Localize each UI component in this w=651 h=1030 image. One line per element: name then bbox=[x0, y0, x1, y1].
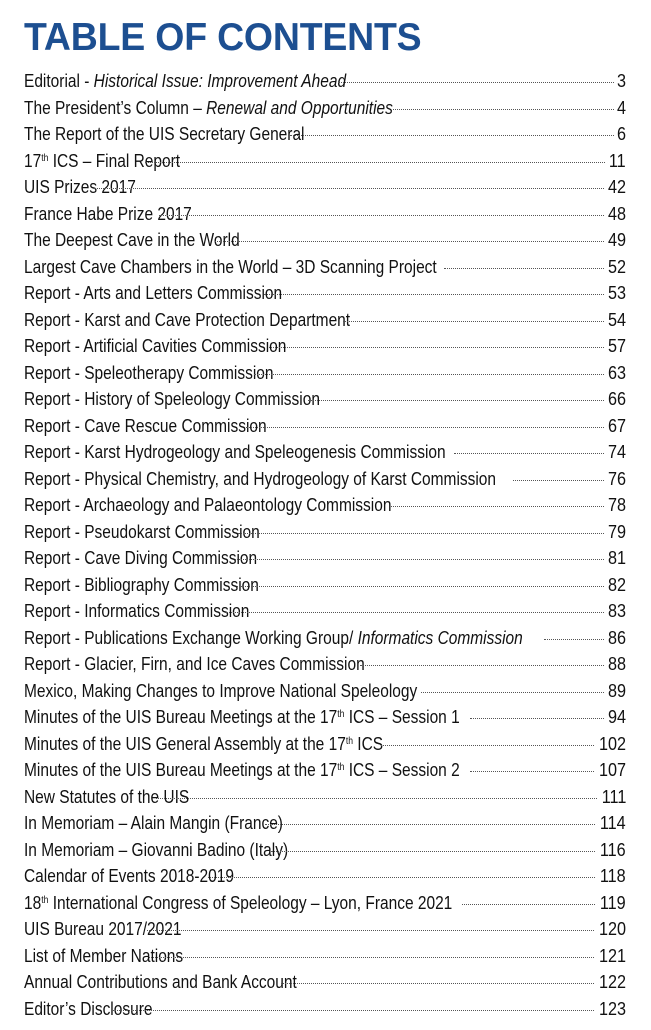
toc-entry-title-continued: International Congress of Speleology – Lyon, France 2021 bbox=[48, 892, 453, 913]
toc-entry[interactable] bbox=[24, 254, 626, 281]
toc-entry[interactable] bbox=[24, 439, 626, 466]
toc-entry-title-text: Largest Cave Chambers in the World – 3D Scanning Project bbox=[24, 256, 437, 277]
toc-entry-title-continued: ICS – Final Report bbox=[48, 150, 181, 171]
toc-entry[interactable] bbox=[24, 863, 626, 890]
toc-page-number: 114 bbox=[600, 813, 626, 833]
toc-entry-subtitle: Historical Issue: Improvement Ahead bbox=[93, 71, 347, 91]
toc-entry-title bbox=[24, 969, 297, 996]
toc-entry-title-continued: ICS – Session 2 bbox=[344, 760, 460, 780]
toc-entry[interactable] bbox=[24, 784, 626, 811]
toc-entry-title bbox=[24, 413, 267, 440]
toc-entry-title bbox=[24, 731, 383, 758]
toc-page-number: 120 bbox=[598, 919, 626, 939]
toc-entry-title bbox=[24, 704, 460, 731]
toc-entry-title-continued: ICS bbox=[352, 733, 384, 754]
dot-leader bbox=[308, 400, 604, 401]
toc-entry-title-text: Calendar of Events 2018-2019 bbox=[24, 866, 234, 886]
toc-entry-title bbox=[24, 519, 260, 546]
toc-entry-title-text: Report - Informatics Commission bbox=[24, 601, 250, 621]
toc-page-number: 121 bbox=[598, 945, 626, 966]
toc-entry-subtitle: Informatics Commission bbox=[357, 627, 523, 648]
dot-leader bbox=[254, 374, 604, 375]
toc-entry-title bbox=[24, 545, 257, 572]
toc-entry[interactable] bbox=[24, 121, 626, 148]
toc-entry-title-text: France Habe Prize 2017 bbox=[24, 203, 192, 224]
toc-entry-ordinal-suffix: th bbox=[41, 894, 49, 906]
toc-page-number: 6 bbox=[616, 124, 626, 144]
dot-leader bbox=[462, 904, 596, 905]
toc-page bbox=[24, 16, 626, 1019]
toc-entry[interactable] bbox=[24, 95, 626, 122]
toc-entry-title-text: Report - Cave Diving Commission bbox=[24, 548, 258, 568]
toc-page-number: 76 bbox=[607, 468, 626, 489]
toc-page-number: 81 bbox=[607, 548, 626, 568]
dot-leader bbox=[246, 427, 604, 428]
toc-page-number: 57 bbox=[607, 336, 626, 356]
toc-entry-title bbox=[24, 625, 523, 652]
toc-entry[interactable] bbox=[24, 492, 626, 519]
toc-entry-title-text: The Deepest Cave in the World bbox=[24, 230, 240, 250]
dot-leader bbox=[444, 268, 604, 269]
dot-leader bbox=[281, 983, 594, 984]
toc-page-number: 82 bbox=[607, 574, 626, 595]
dot-leader bbox=[290, 135, 614, 136]
toc-page-number: 94 bbox=[607, 707, 626, 727]
dot-leader bbox=[237, 586, 604, 587]
toc-entry[interactable] bbox=[24, 360, 626, 387]
dot-leader bbox=[235, 559, 604, 560]
toc-entry[interactable] bbox=[24, 625, 626, 652]
toc-entry-title-text: Editor’s Disclosure bbox=[24, 998, 153, 1019]
toc-entry-title bbox=[24, 598, 249, 625]
dot-leader bbox=[159, 215, 604, 216]
toc-entry-title-text: Report - Karst Hydrogeology and Speleogenesis Commission bbox=[24, 442, 446, 462]
toc-page-number: 119 bbox=[600, 892, 626, 913]
toc-entry-title-text: 18 bbox=[24, 892, 42, 913]
toc-entry-title-text: New Statutes of the UIS bbox=[24, 786, 190, 807]
toc-entry-title-text: Minutes of the UIS General Assembly at the 17 bbox=[24, 733, 346, 754]
dot-leader bbox=[391, 506, 604, 507]
dot-leader bbox=[470, 718, 604, 719]
toc-entry-title bbox=[24, 678, 417, 705]
toc-entry-title-text: Report - Speleotherapy Commission bbox=[24, 362, 274, 383]
toc-entry-subtitle: Renewal and Opportunities bbox=[206, 97, 393, 118]
toc-entry[interactable] bbox=[24, 598, 626, 625]
dot-leader bbox=[264, 294, 604, 295]
toc-entry-title bbox=[24, 757, 460, 784]
dot-leader bbox=[238, 533, 604, 534]
dot-leader bbox=[470, 771, 594, 772]
toc-entry-title-text: Report - Archaeology and Palaeontology Commission bbox=[24, 495, 392, 515]
toc-page-number: 49 bbox=[607, 230, 626, 250]
toc-entry-title bbox=[24, 810, 283, 837]
toc-entry-title bbox=[24, 227, 240, 254]
toc-entry-title-text: Mexico, Making Changes to Improve National Speleology bbox=[24, 680, 418, 701]
toc-entry-title-text: Report - Publications Exchange Working Group/ bbox=[24, 627, 358, 648]
toc-page-number: 66 bbox=[607, 389, 626, 409]
toc-page-number: 79 bbox=[607, 521, 626, 542]
dot-leader bbox=[149, 957, 594, 958]
toc-entry-title bbox=[24, 121, 304, 148]
toc-entry-title bbox=[24, 360, 274, 387]
toc-page-number: 4 bbox=[616, 97, 626, 118]
toc-entry-title bbox=[24, 68, 346, 95]
toc-page-number: 102 bbox=[598, 733, 626, 754]
toc-entry[interactable] bbox=[24, 704, 626, 731]
toc-page-number: 42 bbox=[607, 177, 626, 197]
dot-leader bbox=[343, 321, 604, 322]
toc-entry-title-text: 17 bbox=[24, 150, 42, 171]
toc-page-number: 118 bbox=[600, 866, 626, 886]
page-title: TABLE OF CONTENTS bbox=[24, 16, 422, 59]
toc-entry[interactable] bbox=[24, 227, 626, 254]
toc-entry-title-text: Report - History of Speleology Commission bbox=[24, 389, 320, 409]
dot-leader bbox=[215, 241, 604, 242]
toc-page-number: 122 bbox=[598, 972, 626, 992]
toc-page-number: 78 bbox=[607, 495, 626, 515]
toc-entry[interactable] bbox=[24, 731, 626, 758]
dot-leader bbox=[454, 453, 604, 454]
toc-entry-title bbox=[24, 492, 391, 519]
dot-leader bbox=[393, 109, 614, 110]
toc-entry-title-text: UIS Prizes 2017 bbox=[24, 177, 136, 197]
toc-entry-title-text: Report - Karst and Cave Protection Department bbox=[24, 309, 351, 330]
dot-leader bbox=[269, 347, 604, 348]
dot-leader bbox=[265, 824, 595, 825]
toc-entry-ordinal-suffix: th bbox=[41, 152, 49, 164]
toc-entry[interactable] bbox=[24, 943, 626, 970]
toc-entry-title bbox=[24, 439, 446, 466]
toc-entry-title bbox=[24, 254, 437, 281]
toc-entry[interactable] bbox=[24, 280, 626, 307]
toc-entry-title-text: In Memoriam – Giovanni Badino (Italy) bbox=[24, 839, 289, 860]
toc-entry[interactable] bbox=[24, 651, 626, 678]
toc-page-number: 11 bbox=[609, 150, 626, 171]
dot-leader bbox=[94, 188, 604, 189]
dot-leader bbox=[381, 745, 594, 746]
toc-entry-title-text: Report - Pseudokarst Commission bbox=[24, 521, 260, 542]
toc-entry-title-text: The President’s Column – bbox=[24, 97, 207, 118]
toc-entry-title-text: The Report of the UIS Secretary General bbox=[24, 124, 305, 144]
toc-entry[interactable] bbox=[24, 757, 626, 784]
toc-entry[interactable] bbox=[24, 916, 626, 943]
dot-leader bbox=[513, 480, 604, 481]
dot-leader bbox=[145, 162, 605, 163]
toc-entry[interactable] bbox=[24, 969, 626, 996]
toc-entry-title-text: Report - Arts and Letters Commission bbox=[24, 283, 283, 303]
toc-entry[interactable] bbox=[24, 996, 626, 1023]
toc-page-number: 123 bbox=[598, 998, 626, 1019]
toc-entry[interactable] bbox=[24, 148, 626, 175]
toc-entry-title-text: Editorial - bbox=[24, 71, 94, 91]
toc-entry[interactable] bbox=[24, 68, 626, 95]
toc-entry-title bbox=[24, 95, 393, 122]
toc-entry-title bbox=[24, 307, 350, 334]
toc-entry-title-text: Report - Glacier, Firn, and Ice Caves Commission bbox=[24, 654, 365, 674]
toc-entry[interactable] bbox=[24, 837, 626, 864]
toc-page-number: 88 bbox=[607, 654, 626, 674]
toc-list bbox=[24, 68, 626, 1022]
toc-entry-title-text: Minutes of the UIS Bureau Meetings at the 17 bbox=[24, 707, 338, 727]
dot-leader bbox=[208, 877, 595, 878]
toc-entry[interactable] bbox=[24, 466, 626, 493]
toc-page-number: 83 bbox=[607, 601, 626, 621]
toc-page-number: 89 bbox=[607, 680, 626, 701]
toc-entry[interactable] bbox=[24, 307, 626, 334]
toc-page-number: 54 bbox=[607, 309, 626, 330]
toc-entry-title bbox=[24, 837, 288, 864]
toc-entry-ordinal-suffix: th bbox=[337, 709, 345, 720]
toc-entry-ordinal-suffix: th bbox=[345, 735, 353, 747]
toc-page-number: 48 bbox=[607, 203, 626, 224]
dot-leader bbox=[421, 692, 604, 693]
dot-leader bbox=[544, 639, 604, 640]
dot-leader bbox=[156, 798, 597, 799]
toc-entry[interactable] bbox=[24, 519, 626, 546]
toc-page-number: 3 bbox=[616, 71, 626, 91]
toc-page-number: 116 bbox=[600, 839, 626, 860]
toc-entry-title-text: In Memoriam – Alain Mangin (France) bbox=[24, 813, 283, 833]
toc-entry-title-text: UIS Bureau 2017/2021 bbox=[24, 919, 182, 939]
toc-page-number: 86 bbox=[607, 627, 626, 648]
dot-leader bbox=[113, 1010, 594, 1011]
toc-entry[interactable] bbox=[24, 572, 626, 599]
toc-entry[interactable] bbox=[24, 201, 626, 228]
dot-leader bbox=[271, 851, 595, 852]
toc-entry-title bbox=[24, 890, 452, 917]
toc-entry-title bbox=[24, 863, 234, 890]
toc-entry-ordinal-suffix: th bbox=[337, 762, 345, 773]
dot-leader bbox=[360, 665, 604, 666]
toc-entry-title bbox=[24, 651, 365, 678]
toc-entry-title bbox=[24, 333, 286, 360]
toc-entry-title-continued: ICS – Session 1 bbox=[344, 707, 460, 727]
toc-page-number: 107 bbox=[598, 760, 626, 780]
toc-page-number: 63 bbox=[607, 362, 626, 383]
toc-page-number: 74 bbox=[607, 442, 626, 462]
toc-entry-title-text: Report - Physical Chemistry, and Hydrogeology of Karst Commission bbox=[24, 468, 497, 489]
toc-entry-title-text: List of Member Nations bbox=[24, 945, 184, 966]
toc-entry-title-text: Annual Contributions and Bank Account bbox=[24, 972, 297, 992]
toc-entry-title-text: Report - Artificial Cavities Commission bbox=[24, 336, 287, 356]
toc-entry[interactable] bbox=[24, 810, 626, 837]
toc-entry-title bbox=[24, 466, 496, 493]
toc-entry[interactable] bbox=[24, 386, 626, 413]
toc-entry-title bbox=[24, 280, 282, 307]
toc-entry[interactable] bbox=[24, 413, 626, 440]
toc-entry[interactable] bbox=[24, 333, 626, 360]
toc-entry-title bbox=[24, 386, 320, 413]
toc-page-number: 53 bbox=[607, 283, 626, 303]
toc-entry-title-text: Minutes of the UIS Bureau Meetings at the 17 bbox=[24, 760, 338, 780]
dot-leader bbox=[226, 612, 604, 613]
dot-leader bbox=[147, 930, 594, 931]
toc-entry-title-text: Report - Cave Rescue Commission bbox=[24, 415, 267, 436]
toc-entry-title-text: Report - Bibliography Commission bbox=[24, 574, 259, 595]
toc-entry[interactable] bbox=[24, 678, 626, 705]
toc-page-number: 111 bbox=[601, 786, 626, 807]
dot-leader bbox=[338, 82, 614, 83]
toc-entry[interactable] bbox=[24, 545, 626, 572]
toc-entry[interactable] bbox=[24, 174, 626, 201]
toc-entry[interactable] bbox=[24, 890, 626, 917]
toc-entry-title bbox=[24, 572, 259, 599]
toc-page-number: 52 bbox=[607, 256, 626, 277]
toc-page-number: 67 bbox=[607, 415, 626, 436]
